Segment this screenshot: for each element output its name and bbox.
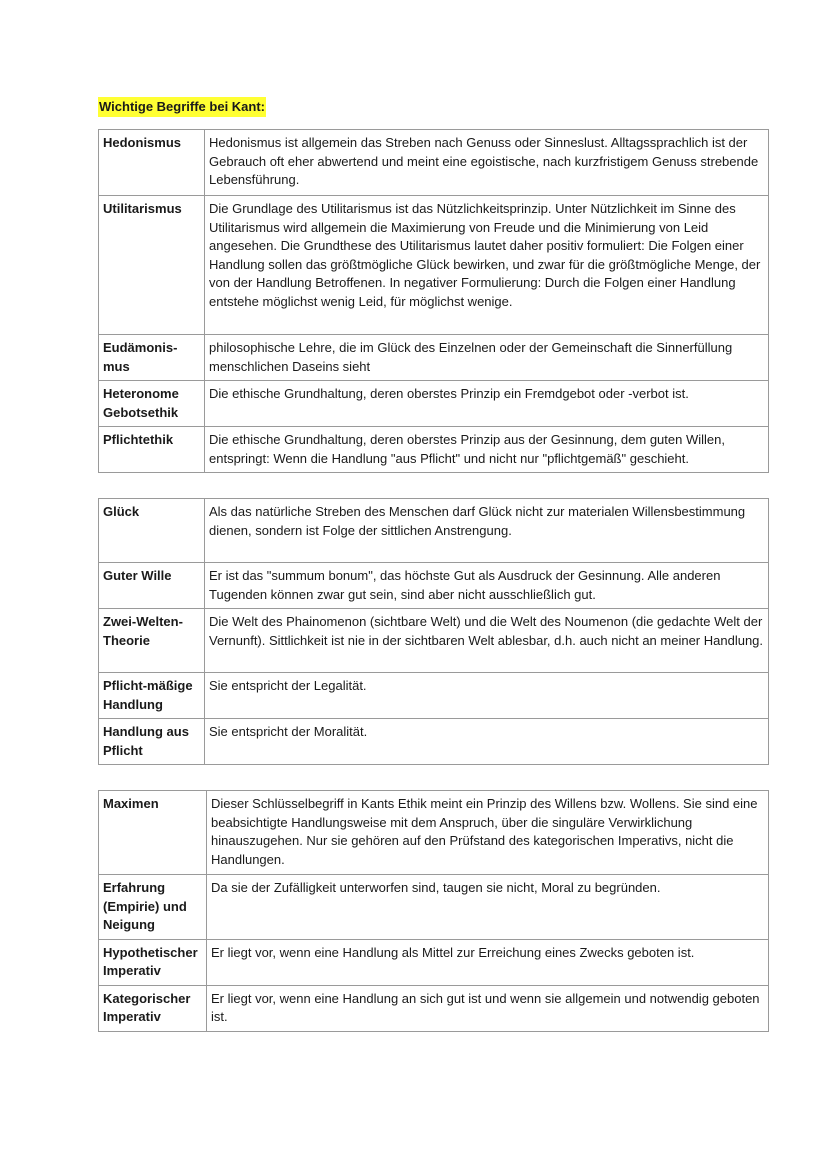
- table-row: [99, 875, 769, 940]
- term-cell: Hypothetischer Imperativ: [99, 939, 207, 985]
- definition-cell: Dieser Schlüsselbegriff in Kants Ethik meint ein Prinzip des Willens bzw. Wollens. Sie sind eine beabsichtigte Handlungsweise mit dem Anspruch, über die singuläre Verwirklichung hinauszugehen. Nur sie gehören auf den Prüfstand des kategorischen Imperativs, nicht die Handlungen.: [207, 791, 769, 875]
- definition-cell: Als das natürliche Streben des Menschen darf Glück nicht zur materialen Willensbestimmung dienen, sondern ist Folge der sittlichen Anstrengung.: [205, 499, 769, 563]
- definition-cell: Die Welt des Phainomenon (sichtbare Welt) und die Welt des Noumenon (die gedachte Welt der Vernunft). Sittlichkeit ist nie in der sichtbaren Welt ablesbar, d.h. auch nicht an meiner Handlung.: [205, 609, 769, 673]
- definition-cell: Sie entspricht der Moralität.: [205, 719, 769, 765]
- definition-cell: Hedonismus ist allgemein das Streben nach Genuss oder Sinneslust. Alltagssprachlich ist der Gebrauch oft eher abwertend und meint eine egoistische, nach kurzfristigem Genuss strebende Lebensführung.: [205, 130, 769, 196]
- term-cell: Pflicht-mäßige Handlung: [99, 673, 205, 719]
- table-row: [99, 196, 769, 335]
- table-row: [99, 609, 769, 673]
- definition-cell: Die ethische Grundhaltung, deren oberstes Prinzip aus der Gesinnung, dem guten Willen, entspringt: Wenn die Handlung "aus Pflicht" und nicht nur "pflichtgemäß" geschieht.: [205, 427, 769, 473]
- term-cell: Hedonismus: [99, 130, 205, 196]
- term-cell: Heteronome Gebotsethik: [99, 381, 205, 427]
- term-cell: Guter Wille: [99, 563, 205, 609]
- term-cell: Maximen: [99, 791, 207, 875]
- table-row: [99, 719, 769, 765]
- definition-cell: Die Grundlage des Utilitarismus ist das Nützlichkeitsprinzip. Unter Nützlichkeit im Sinne des Utilitarismus wird allgemein die Maximierung von Freude und die Minimierung von Leid angesehen. Die Grundthese des Utilitarismus lautet daher positiv formuliert: Die Folgen einer Handlung sollen das größtmögliche Glück bewirken, und zwar für die größtmögliche Menge, der von der Handlung Betroffenen. In negativer Formulierung: Durch die Folgen einer Handlung entstehe möglichst wenig Leid, für möglichst wenige.: [205, 196, 769, 335]
- term-cell: Glück: [99, 499, 205, 563]
- table-row: [99, 985, 769, 1031]
- definition-cell: Sie entspricht der Legalität.: [205, 673, 769, 719]
- definition-cell: Die ethische Grundhaltung, deren oberstes Prinzip ein Fremdgebot oder -verbot ist.: [205, 381, 769, 427]
- term-cell: Erfahrung (Empirie) und Neigung: [99, 875, 207, 940]
- table-row: [99, 673, 769, 719]
- term-cell: Handlung aus Pflicht: [99, 719, 205, 765]
- table-row: [99, 791, 769, 875]
- definition-cell: Er liegt vor, wenn eine Handlung als Mittel zur Erreichung eines Zwecks geboten ist.: [207, 939, 769, 985]
- term-cell: Zwei-Welten-Theorie: [99, 609, 205, 673]
- table-row: [99, 335, 769, 381]
- glossary-table-3: [98, 790, 769, 1032]
- glossary-table-2: [98, 498, 769, 765]
- term-cell: Eudämonis-mus: [99, 335, 205, 381]
- definition-cell: Er ist das "summum bonum", das höchste Gut als Ausdruck der Gesinnung. Alle anderen Tugenden können zwar gut sein, sind aber nicht ausschließlich gut.: [205, 563, 769, 609]
- glossary-table-1: [98, 129, 769, 473]
- table-row: [99, 427, 769, 473]
- definition-cell: philosophische Lehre, die im Glück des Einzelnen oder der Gemeinschaft die Sinnerfüllung menschlichen Daseins sieht: [205, 335, 769, 381]
- table-row: [99, 939, 769, 985]
- definition-cell: Er liegt vor, wenn eine Handlung an sich gut ist und wenn sie allgemein und notwendig geboten ist.: [207, 985, 769, 1031]
- term-cell: Pflichtethik: [99, 427, 205, 473]
- term-cell: Kategorischer Imperativ: [99, 985, 207, 1031]
- definition-cell: Da sie der Zufälligkeit unterworfen sind, taugen sie nicht, Moral zu begründen.: [207, 875, 769, 940]
- table-row: [99, 381, 769, 427]
- table-row: [99, 563, 769, 609]
- page-title: Wichtige Begriffe bei Kant:: [98, 97, 266, 117]
- term-cell: Utilitarismus: [99, 196, 205, 335]
- table-row: [99, 130, 769, 196]
- table-row: [99, 499, 769, 563]
